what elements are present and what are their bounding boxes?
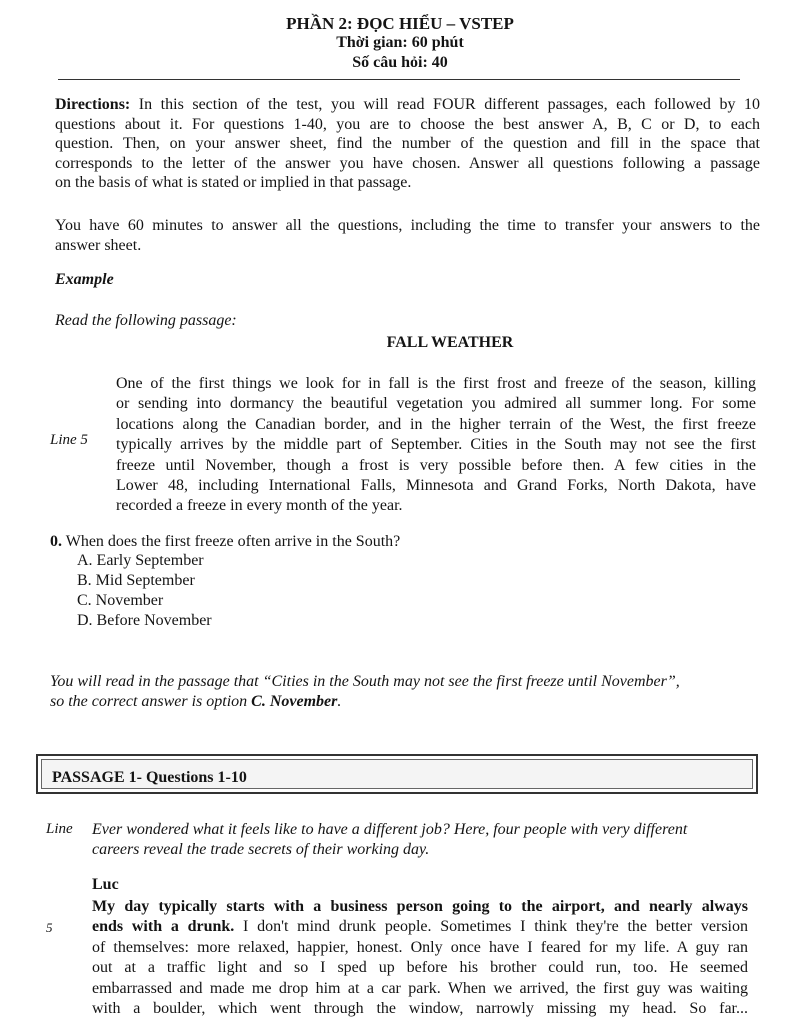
directions-line: Directions: In this section of the test, you will read FOUR different passages, each followed by 10 xyxy=(55,96,760,113)
directions-line: questions about it. For questions 1-40, you are to choose the best answer A, B, C or D, to each xyxy=(55,115,760,133)
example-passage xyxy=(116,374,756,517)
passage-line: typically arrives by the middle part of September. Cities in the South may not see the first xyxy=(116,436,756,454)
directions-line: corresponds to the letter of the answer you have chosen. Answer all questions following a passage xyxy=(55,154,760,172)
time-note-line: answer sheet. xyxy=(55,236,142,254)
option-d[interactable]: D. Before November xyxy=(77,612,212,629)
speaker-name: Luc xyxy=(92,876,119,893)
section-title: PHẦN 2: ĐỌC HIỂU – VSTEP xyxy=(286,14,514,33)
question-count: Số câu hỏi: 40 xyxy=(352,54,448,71)
line-number-label: Line 5 xyxy=(50,432,88,448)
passage-line: One of the first things we look for in fall is the first frost and freeze of the season, killing xyxy=(116,375,756,392)
directions-paragraph xyxy=(55,95,760,193)
directions-line: question. Then, on your answer sheet, find the number of the question and fill in the space that xyxy=(55,135,760,153)
passage-intro xyxy=(92,820,687,861)
passage-title: FALL WEATHER xyxy=(386,334,514,351)
question-text: When does the first freeze often arrive in the South? xyxy=(62,533,401,550)
explanation-line: You will read in the passage that “Cities in the South may not see the first freeze until November”, xyxy=(50,673,680,690)
passage-header-box xyxy=(36,754,758,794)
directions-label: Directions: xyxy=(55,96,131,113)
example-question xyxy=(50,533,400,551)
example-instruction: Read the following passage: xyxy=(55,312,237,329)
correct-answer: C. November xyxy=(251,693,338,710)
passage-line: out at a traffic light and so I sped up before his brother could run, too. He seemed xyxy=(92,959,748,977)
luc-passage xyxy=(92,897,748,1019)
passage-line: with a boulder, which went through the window, narrowly missing my head. So far... xyxy=(92,1000,748,1018)
passage-header-inner xyxy=(41,759,753,789)
option-a[interactable]: A. Early September xyxy=(77,552,204,569)
intro-line: careers reveal the trade secrets of their working day. xyxy=(92,841,430,859)
directions-line: on the basis of what is stated or implied in that passage. xyxy=(55,174,412,192)
time-limit: Thời gian: 60 phút xyxy=(336,34,464,51)
passage-header-label: PASSAGE 1- Questions 1-10 xyxy=(52,769,247,786)
option-b[interactable]: B. Mid September xyxy=(77,572,195,589)
passage-line: My day typically starts with a business person going to the airport, and nearly always xyxy=(92,898,748,915)
passage-line: ends with a drunk. I don't mind drunk people. Sometimes I think they're the better version xyxy=(92,918,748,936)
line-number: 5 xyxy=(46,920,53,935)
passage-line: locations along the Canadian border, and in the higher terrain of the West, the first freeze xyxy=(116,415,756,433)
answer-options xyxy=(77,551,212,631)
passage-line: Lower 48, including International Falls, Minnesota and Grand Forks, North Dakota, have xyxy=(116,477,756,495)
option-c[interactable]: C. November xyxy=(77,592,164,609)
passage-line: or sending into dormancy the beautiful vegetation you admired all summer long. For some xyxy=(116,395,756,413)
intro-line: Ever wondered what it feels like to have a different job? Here, four people with very different xyxy=(92,821,688,838)
passage-line: recorded a freeze in every month of the year. xyxy=(116,497,403,515)
explanation-line: so the correct answer is option C. November. xyxy=(50,693,342,710)
passage-line: of themselves: more relaxed, happier, honest. Only once have I feared for my life. A guy ran xyxy=(92,938,748,956)
question-number: 0. xyxy=(50,533,62,550)
time-note-paragraph xyxy=(55,216,760,255)
header-divider xyxy=(58,79,740,80)
line-label: Line xyxy=(46,821,73,837)
passage-line: embarrassed and made me drop him at a car park. When we arrived, the first guy was waiting xyxy=(92,979,748,997)
time-note-line: You have 60 minutes to answer all the questions, including the time to transfer your answers to the xyxy=(55,217,760,234)
passage-line: freeze until November, though a frost is very possible before then. A few cities in the xyxy=(116,456,756,474)
example-heading: Example xyxy=(55,271,114,288)
